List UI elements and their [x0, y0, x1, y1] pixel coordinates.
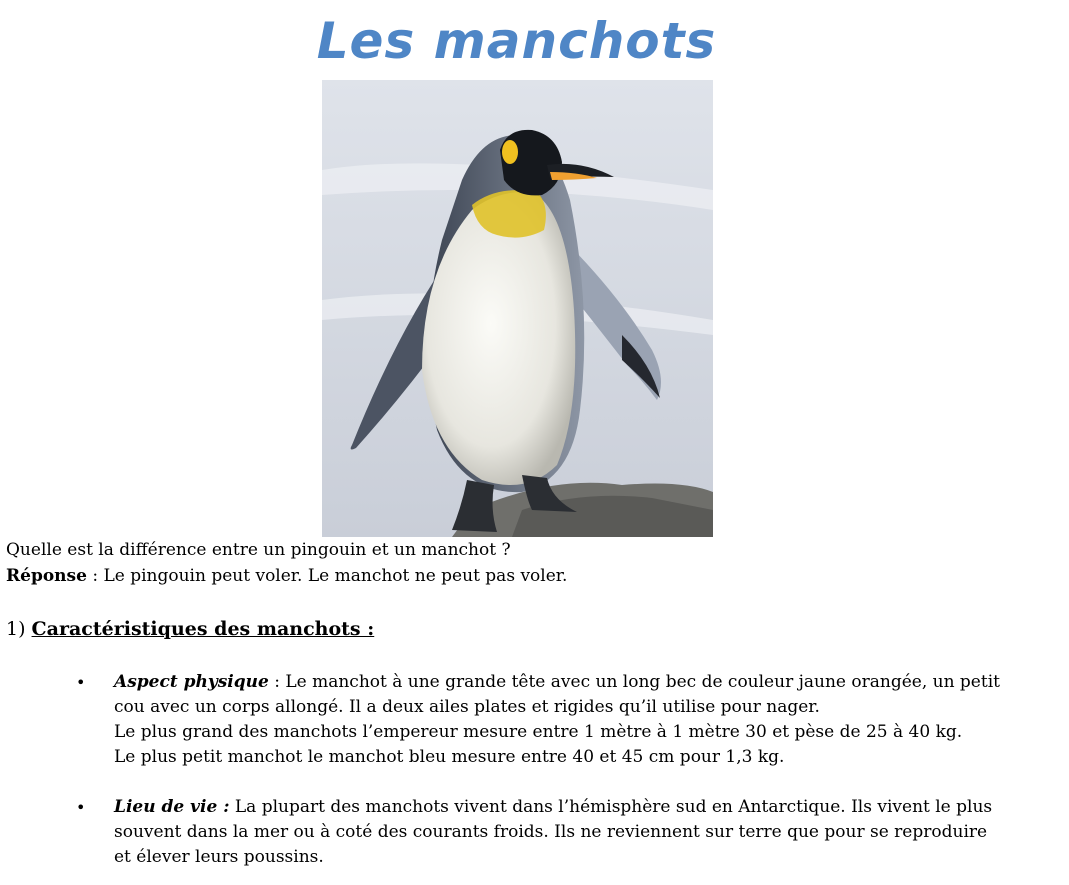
answer-body: : Le pingouin peut voler. Le manchot ne peut pas voler. — [86, 566, 568, 586]
penguin-photo — [322, 80, 713, 537]
section-number: 1) — [6, 618, 32, 640]
bullet-line: et élever leurs poussins. — [114, 847, 324, 867]
bullet-line: Le plus grand des manchots l’empereur mesure entre 1 mètre à 1 mètre 30 et pèse de 25 à 40 kg. — [114, 722, 963, 742]
question-text: Quelle est la différence entre un pingouin et un manchot ? — [6, 540, 511, 560]
bullet-line: souvent dans la mer ou à coté des courants froids. Ils ne reviennent sur terre que pour se reproduire — [114, 822, 988, 842]
bullet-icon: • — [76, 673, 86, 692]
page-title: Les manchots — [316, 12, 717, 70]
answer-label: Réponse — [6, 566, 87, 586]
list-item — [0, 795, 1000, 870]
bullet-line: Lieu de vie : La plupart des manchots vivent dans l’hémisphère sud en Antarctique. Ils vivent le plus — [114, 797, 993, 817]
bullet-icon: • — [76, 798, 86, 817]
bullet-line: cou avec un corps allongé. Il a deux ailes plates et rigides qu’il utilise pour nager. — [114, 697, 820, 717]
section-heading — [6, 617, 374, 641]
bullet-line: Aspect physique : Le manchot à une grande tête avec un long bec de couleur jaune orangée, un petit — [114, 672, 1000, 692]
list-item — [0, 670, 1000, 770]
answer-text — [6, 564, 567, 588]
section-title: Caractéristiques des manchots : — [31, 618, 375, 640]
bullet-line: Le plus petit manchot le manchot bleu mesure entre 40 et 45 cm pour 1,3 kg. — [114, 747, 785, 767]
bullet-label: Lieu de vie : — [114, 797, 230, 817]
characteristics-list — [0, 670, 1000, 870]
bullet-label: Aspect physique — [114, 672, 269, 692]
